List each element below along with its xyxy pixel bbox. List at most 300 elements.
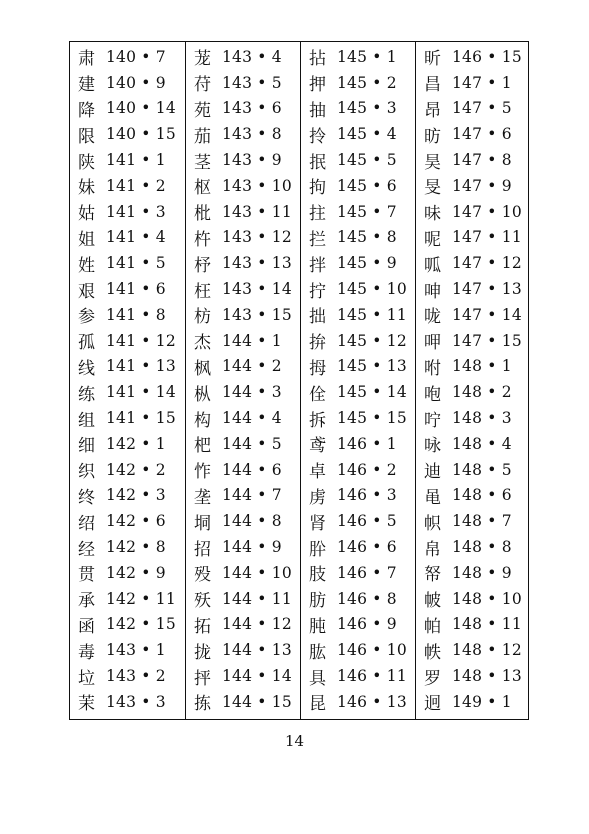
index-entry	[301, 612, 415, 638]
entry-character: 练	[78, 384, 95, 405]
index-entry	[301, 173, 415, 199]
entry-character: 杰	[194, 333, 211, 354]
index-entry	[70, 250, 185, 276]
entry-character: 绍	[78, 513, 95, 534]
entry-character: 经	[78, 539, 95, 560]
entry-character: 参	[78, 307, 95, 328]
entry-reference: 146 • 15	[452, 47, 522, 66]
index-entry	[70, 354, 185, 380]
entry-character: 咐	[424, 358, 441, 379]
entry-reference: 144 • 8	[222, 512, 282, 531]
entry-reference: 147 • 13	[452, 280, 522, 299]
index-entry	[301, 96, 415, 122]
index-entry	[301, 276, 415, 302]
entry-character: 帑	[424, 565, 441, 586]
entry-reference: 146 • 8	[337, 589, 397, 608]
entry-reference: 147 • 6	[452, 125, 512, 144]
entry-reference: 148 • 9	[452, 563, 512, 582]
entry-character: 枢	[194, 178, 211, 199]
entry-reference: 144 • 12	[222, 615, 292, 634]
entry-reference: 147 • 11	[452, 228, 522, 247]
entry-reference: 145 • 8	[337, 228, 397, 247]
index-entry	[301, 199, 415, 225]
index-entry	[186, 70, 300, 96]
entry-reference: 148 • 8	[452, 538, 512, 557]
entry-character: 帔	[424, 591, 441, 612]
index-entry	[416, 199, 530, 225]
index-entry	[416, 508, 530, 534]
index-entry	[301, 379, 415, 405]
entry-reference: 142 • 15	[106, 615, 176, 634]
entry-reference: 145 • 13	[337, 357, 407, 376]
index-entry	[70, 379, 185, 405]
index-entry	[416, 121, 530, 147]
entry-character: 旻	[424, 178, 441, 199]
index-entry	[70, 96, 185, 122]
index-column-4	[415, 42, 530, 719]
entry-character: 姐	[78, 229, 95, 250]
entry-reference: 148 • 5	[452, 460, 512, 479]
entry-reference: 147 • 12	[452, 254, 522, 273]
entry-character: 毒	[78, 642, 95, 663]
entry-character: 肱	[309, 642, 326, 663]
entry-character: 罗	[424, 668, 441, 689]
entry-character: 枉	[194, 281, 211, 302]
entry-character: 帙	[424, 642, 441, 663]
entry-character: 肸	[309, 539, 326, 560]
index-entry	[186, 250, 300, 276]
index-entry	[301, 431, 415, 457]
entry-character: 茉	[78, 694, 95, 715]
entry-character: 拆	[309, 410, 326, 431]
entry-character: 昕	[424, 49, 441, 70]
entry-reference: 144 • 9	[222, 538, 282, 557]
character-index-table	[69, 41, 529, 720]
entry-character: 殀	[194, 591, 211, 612]
index-entry	[70, 483, 185, 509]
entry-character: 拙	[309, 307, 326, 328]
entry-character: 杷	[194, 436, 211, 457]
entry-character: 杵	[194, 229, 211, 250]
index-entry	[186, 173, 300, 199]
entry-reference: 143 • 15	[222, 305, 292, 324]
entry-character: 茎	[194, 152, 211, 173]
entry-character: 拌	[309, 255, 326, 276]
index-entry	[301, 534, 415, 560]
entry-character: 呷	[424, 333, 441, 354]
entry-character: 肢	[309, 565, 326, 586]
index-entry	[70, 121, 185, 147]
index-entry	[70, 70, 185, 96]
entry-character: 卓	[309, 462, 326, 483]
entry-reference: 141 • 3	[106, 202, 166, 221]
entry-reference: 145 • 1	[337, 47, 397, 66]
entry-reference: 145 • 9	[337, 254, 397, 273]
index-entry	[186, 225, 300, 251]
entry-character: 苻	[194, 75, 211, 96]
index-entry	[186, 276, 300, 302]
entry-character: 抿	[309, 152, 326, 173]
entry-reference: 142 • 9	[106, 563, 166, 582]
index-entry	[301, 302, 415, 328]
entry-reference: 148 • 4	[452, 434, 512, 453]
index-entry	[301, 44, 415, 70]
entry-reference: 142 • 6	[106, 512, 166, 531]
entry-character: 拢	[194, 642, 211, 663]
index-entry	[416, 96, 530, 122]
entry-character: 孤	[78, 333, 95, 354]
index-entry	[301, 328, 415, 354]
entry-reference: 145 • 10	[337, 280, 407, 299]
entry-reference: 149 • 1	[452, 692, 512, 711]
entry-reference: 141 • 2	[106, 176, 166, 195]
index-entry	[416, 534, 530, 560]
entry-reference: 143 • 10	[222, 176, 292, 195]
entry-reference: 144 • 15	[222, 692, 292, 711]
index-entry	[416, 483, 530, 509]
index-entry	[416, 70, 530, 96]
index-entry	[416, 560, 530, 586]
index-entry	[186, 96, 300, 122]
entry-reference: 143 • 14	[222, 280, 292, 299]
entry-reference: 147 • 15	[452, 331, 522, 350]
entry-reference: 144 • 2	[222, 357, 282, 376]
entry-reference: 140 • 15	[106, 125, 176, 144]
entry-character: 降	[78, 100, 95, 121]
entry-reference: 146 • 5	[337, 512, 397, 531]
index-entry	[301, 405, 415, 431]
index-entry	[186, 302, 300, 328]
index-entry	[301, 508, 415, 534]
entry-character: 建	[78, 75, 95, 96]
index-entry	[416, 405, 530, 431]
entry-reference: 148 • 1	[452, 357, 512, 376]
entry-character: 咛	[424, 410, 441, 431]
index-column-2	[185, 42, 300, 719]
entry-reference: 142 • 3	[106, 486, 166, 505]
index-entry	[70, 457, 185, 483]
index-entry	[416, 173, 530, 199]
index-entry	[416, 225, 530, 251]
entry-character: 茏	[194, 49, 211, 70]
entry-character: 帛	[424, 539, 441, 560]
index-entry	[186, 663, 300, 689]
entry-character: 苑	[194, 100, 211, 121]
entry-reference: 141 • 14	[106, 383, 176, 402]
index-entry	[301, 586, 415, 612]
entry-reference: 146 • 1	[337, 434, 397, 453]
index-entry	[186, 328, 300, 354]
index-entry	[416, 586, 530, 612]
entry-character: 姑	[78, 204, 95, 225]
entry-reference: 143 • 4	[222, 47, 282, 66]
entry-character: 拈	[309, 49, 326, 70]
entry-reference: 145 • 5	[337, 151, 397, 170]
entry-reference: 146 • 6	[337, 538, 397, 557]
entry-character: 味	[424, 204, 441, 225]
entry-character: 昊	[424, 152, 441, 173]
entry-reference: 143 • 5	[222, 73, 282, 92]
index-entry	[70, 328, 185, 354]
entry-reference: 141 • 12	[106, 331, 176, 350]
entry-reference: 141 • 6	[106, 280, 166, 299]
entry-character: 招	[194, 539, 211, 560]
entry-character: 昌	[424, 75, 441, 96]
entry-character: 组	[78, 410, 95, 431]
index-entry	[416, 276, 530, 302]
entry-character: 迪	[424, 462, 441, 483]
index-entry	[186, 44, 300, 70]
entry-character: 拎	[309, 126, 326, 147]
entry-character: 垄	[194, 487, 211, 508]
entry-reference: 145 • 7	[337, 202, 397, 221]
entry-character: 枫	[194, 358, 211, 379]
entry-reference: 144 • 11	[222, 589, 292, 608]
entry-character: 昂	[424, 100, 441, 121]
index-entry	[70, 405, 185, 431]
index-entry	[301, 637, 415, 663]
entry-character: 具	[309, 668, 326, 689]
entry-character: 垌	[194, 513, 211, 534]
entry-reference: 146 • 9	[337, 615, 397, 634]
entry-character: 细	[78, 436, 95, 457]
entry-character: 殁	[194, 565, 211, 586]
entry-character: 拄	[309, 204, 326, 225]
entry-character: 帕	[424, 616, 441, 637]
index-entry	[70, 612, 185, 638]
entry-character: 妹	[78, 178, 95, 199]
index-entry	[186, 457, 300, 483]
entry-character: 呱	[424, 255, 441, 276]
entry-character: 佺	[309, 384, 326, 405]
entry-reference: 144 • 7	[222, 486, 282, 505]
index-entry	[416, 431, 530, 457]
entry-reference: 146 • 10	[337, 641, 407, 660]
index-entry	[416, 379, 530, 405]
entry-reference: 147 • 1	[452, 73, 512, 92]
entry-reference: 143 • 1	[106, 641, 166, 660]
index-entry	[186, 431, 300, 457]
entry-reference: 144 • 1	[222, 331, 282, 350]
entry-reference: 141 • 4	[106, 228, 166, 247]
entry-reference: 144 • 5	[222, 434, 282, 453]
entry-reference: 144 • 13	[222, 641, 292, 660]
entry-character: 虏	[309, 487, 326, 508]
entry-character: 线	[78, 358, 95, 379]
entry-reference: 144 • 3	[222, 383, 282, 402]
index-entry	[186, 586, 300, 612]
entry-character: 杼	[194, 255, 211, 276]
entry-reference: 144 • 10	[222, 563, 292, 582]
entry-reference: 141 • 1	[106, 151, 166, 170]
index-column-3	[300, 42, 415, 719]
entry-character: 呻	[424, 281, 441, 302]
entry-reference: 141 • 13	[106, 357, 176, 376]
index-entry	[416, 689, 530, 715]
entry-reference: 148 • 3	[452, 409, 512, 428]
entry-reference: 145 • 6	[337, 176, 397, 195]
index-entry	[416, 147, 530, 173]
index-entry	[301, 121, 415, 147]
entry-character: 垃	[78, 668, 95, 689]
entry-reference: 147 • 8	[452, 151, 512, 170]
entry-character: 茄	[194, 126, 211, 147]
entry-character: 限	[78, 126, 95, 147]
index-entry	[186, 612, 300, 638]
entry-character: 枋	[194, 307, 211, 328]
entry-reference: 147 • 9	[452, 176, 512, 195]
entry-character: 拣	[194, 694, 211, 715]
entry-reference: 145 • 3	[337, 99, 397, 118]
entry-reference: 143 • 11	[222, 202, 292, 221]
index-entry	[301, 147, 415, 173]
entry-reference: 142 • 8	[106, 538, 166, 557]
entry-reference: 146 • 11	[337, 667, 407, 686]
index-entry	[70, 173, 185, 199]
entry-reference: 145 • 15	[337, 409, 407, 428]
index-entry	[70, 44, 185, 70]
entry-character: 咆	[424, 384, 441, 405]
entry-character: 姓	[78, 255, 95, 276]
entry-character: 肪	[309, 591, 326, 612]
index-entry	[186, 560, 300, 586]
entry-reference: 146 • 2	[337, 460, 397, 479]
index-entry	[186, 121, 300, 147]
entry-reference: 147 • 5	[452, 99, 512, 118]
entry-reference: 148 • 12	[452, 641, 522, 660]
entry-character: 咏	[424, 436, 441, 457]
index-entry	[416, 612, 530, 638]
entry-reference: 143 • 13	[222, 254, 292, 273]
entry-reference: 145 • 12	[337, 331, 407, 350]
index-entry	[186, 689, 300, 715]
index-entry	[70, 663, 185, 689]
index-entry	[416, 250, 530, 276]
entry-reference: 142 • 1	[106, 434, 166, 453]
index-entry	[70, 431, 185, 457]
entry-character: 拇	[309, 358, 326, 379]
entry-reference: 140 • 14	[106, 99, 176, 118]
entry-character: 承	[78, 591, 95, 612]
entry-character: 抽	[309, 100, 326, 121]
index-entry	[301, 457, 415, 483]
entry-reference: 146 • 7	[337, 563, 397, 582]
index-entry	[186, 534, 300, 560]
entry-character: 贯	[78, 565, 95, 586]
entry-reference: 145 • 11	[337, 305, 407, 324]
entry-character: 函	[78, 616, 95, 637]
index-entry	[301, 354, 415, 380]
entry-character: 咙	[424, 307, 441, 328]
index-entry	[70, 199, 185, 225]
entry-reference: 140 • 7	[106, 47, 166, 66]
entry-character: 呢	[424, 229, 441, 250]
entry-character: 帜	[424, 513, 441, 534]
entry-reference: 146 • 13	[337, 692, 407, 711]
index-entry	[70, 225, 185, 251]
page-number: 14	[284, 732, 305, 750]
index-entry	[70, 534, 185, 560]
entry-reference: 145 • 2	[337, 73, 397, 92]
index-entry	[416, 663, 530, 689]
index-entry	[301, 70, 415, 96]
index-entry	[186, 379, 300, 405]
entry-character: 黾	[424, 487, 441, 508]
entry-reference: 144 • 14	[222, 667, 292, 686]
index-entry	[301, 250, 415, 276]
entry-character: 押	[309, 75, 326, 96]
index-entry	[70, 560, 185, 586]
index-entry	[70, 586, 185, 612]
entry-character: 昆	[309, 694, 326, 715]
index-entry	[416, 328, 530, 354]
entry-character: 拚	[309, 333, 326, 354]
entry-character: 肾	[309, 513, 326, 534]
entry-reference: 140 • 9	[106, 73, 166, 92]
index-entry	[416, 302, 530, 328]
entry-reference: 148 • 11	[452, 615, 522, 634]
entry-reference: 148 • 13	[452, 667, 522, 686]
entry-character: 终	[78, 487, 95, 508]
entry-reference: 143 • 9	[222, 151, 282, 170]
entry-character: 陕	[78, 152, 95, 173]
entry-reference: 144 • 4	[222, 409, 282, 428]
entry-reference: 148 • 2	[452, 383, 512, 402]
entry-reference: 147 • 14	[452, 305, 522, 324]
entry-character: 拓	[194, 616, 211, 637]
entry-character: 拘	[309, 178, 326, 199]
entry-character: 鸢	[309, 436, 326, 457]
entry-character: 枞	[194, 384, 211, 405]
entry-character: 拦	[309, 229, 326, 250]
entry-character: 艰	[78, 281, 95, 302]
entry-reference: 141 • 8	[106, 305, 166, 324]
entry-reference: 141 • 5	[106, 254, 166, 273]
index-entry	[186, 147, 300, 173]
entry-reference: 148 • 7	[452, 512, 512, 531]
index-entry	[70, 147, 185, 173]
index-entry	[301, 225, 415, 251]
entry-reference: 143 • 3	[106, 692, 166, 711]
index-entry	[70, 276, 185, 302]
entry-reference: 148 • 10	[452, 589, 522, 608]
index-entry	[301, 689, 415, 715]
entry-reference: 142 • 11	[106, 589, 176, 608]
index-entry	[70, 302, 185, 328]
entry-character: 织	[78, 462, 95, 483]
index-entry	[301, 483, 415, 509]
entry-reference: 145 • 14	[337, 383, 407, 402]
entry-reference: 141 • 15	[106, 409, 176, 428]
entry-reference: 147 • 10	[452, 202, 522, 221]
index-entry	[186, 199, 300, 225]
index-entry	[186, 637, 300, 663]
index-entry	[301, 663, 415, 689]
index-entry	[70, 637, 185, 663]
entry-character: 肫	[309, 616, 326, 637]
entry-reference: 143 • 12	[222, 228, 292, 247]
entry-character: 昉	[424, 126, 441, 147]
entry-reference: 143 • 8	[222, 125, 282, 144]
entry-character: 枇	[194, 204, 211, 225]
entry-reference: 148 • 6	[452, 486, 512, 505]
index-entry	[301, 560, 415, 586]
index-entry	[186, 354, 300, 380]
index-entry	[186, 483, 300, 509]
index-entry	[416, 457, 530, 483]
index-entry	[416, 44, 530, 70]
entry-reference: 145 • 4	[337, 125, 397, 144]
